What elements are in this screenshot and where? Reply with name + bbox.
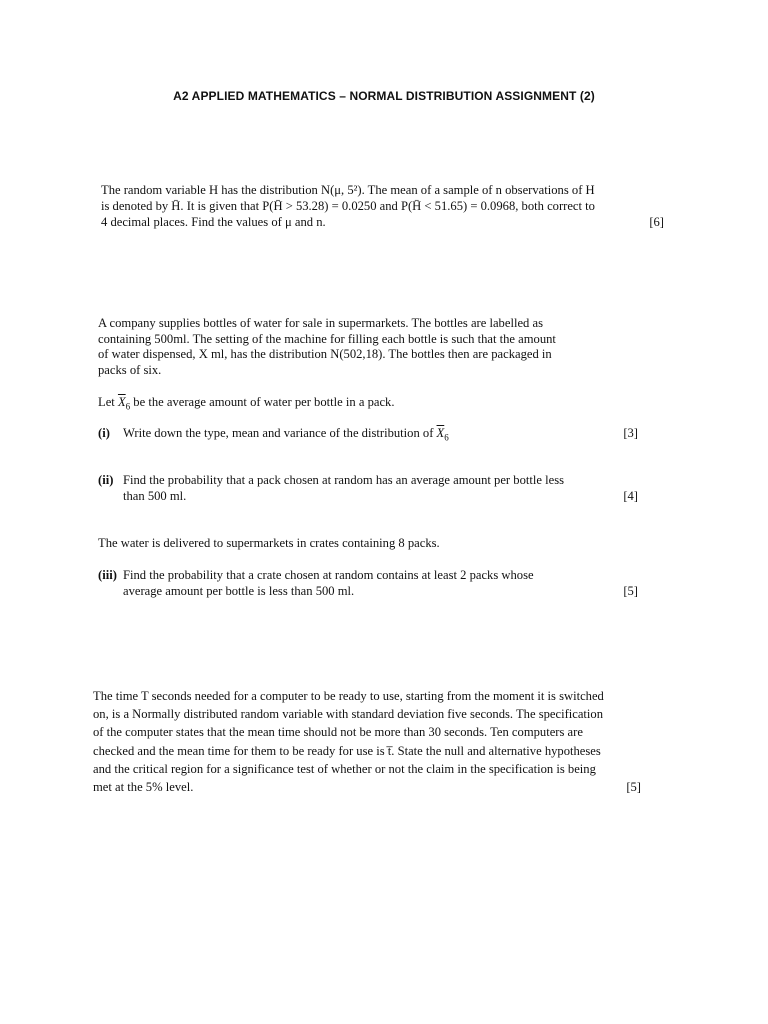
q3-line-2: on, is a Normally distributed random variable with standard deviation five seconds. The specification	[93, 707, 604, 722]
question-1	[101, 182, 664, 230]
question-2-intro	[98, 316, 638, 378]
q3-line-6-row	[93, 778, 671, 796]
q2-part-ii-label: (ii)	[98, 473, 114, 487]
q2-part-i-var: $\overline{X}$	[436, 426, 445, 440]
q1-line-2: is denoted by H̄. It is given that P(H̄ > 53.28) = 0.0250 and P(H̄ < 51.65) = 0.0968, both correct to	[101, 199, 595, 213]
q2-part-iii-mark: [5]	[623, 583, 638, 598]
q2-intro-line-2: containing 500ml. The setting of the machine for filling each bottle is such that the amount	[98, 331, 556, 346]
q2-part-i-text	[123, 426, 449, 446]
q3-mark: [5]	[626, 780, 641, 795]
q2-intro-line-3: of water dispensed, X ml, has the distribution N(502,18). The bottles then are packaged in	[98, 347, 552, 361]
q3-line-6: met at the 5% level.	[93, 780, 194, 795]
q2-intro-line-4: packs of six.	[98, 362, 162, 377]
q1-line-3-row	[101, 214, 664, 230]
q2-part-i	[98, 426, 638, 446]
q2-crates-line: The water is delivered to supermarkets in crates containing 8 packs.	[98, 536, 440, 550]
q1-line-1: The random variable H has the distribution N(μ, 5²). The mean of a sample of n observations of H	[101, 183, 595, 197]
q2-part-iii-label: (iii)	[98, 568, 117, 582]
q2-part-iii-line-2: average amount per bottle is less than 500 ml.	[123, 583, 355, 598]
q2-part-i-label: (i)	[98, 426, 110, 440]
q2-intro-line-1: A company supplies bottles of water for sale in supermarkets. The bottles are labelled as	[98, 316, 543, 330]
q2-part-ii-line-1: Find the probability that a pack chosen at random has an average amount per bottle less	[123, 473, 564, 487]
q3-line-1: The time T seconds needed for a computer to be ready to use, starting from the moment it is switched	[93, 689, 604, 703]
q2-let-prefix: Let	[98, 395, 118, 409]
q2-let-sub: 6	[125, 401, 131, 412]
q2-part-ii-mark: [4]	[623, 488, 638, 503]
q1-mark: [6]	[649, 215, 664, 229]
q2-let-suffix: be the average amount of water per bottle in a pack.	[130, 395, 395, 409]
q2-let-line	[98, 395, 638, 415]
q3-line-5: and the critical region for a significance test of whether or not the claim in the specification is being	[93, 761, 596, 776]
q2-part-i-text-body: Write down the type, mean and variance of the distribution of	[123, 426, 437, 440]
q2-part-iii-line-1: Find the probability that a crate chosen at random contains at least 2 packs whose	[123, 568, 534, 582]
q2-part-ii-line-2: than 500 ml.	[123, 488, 187, 503]
page-title: A2 APPLIED MATHEMATICS – NORMAL DISTRIBUTION ASSIGNMENT (2)	[173, 89, 595, 103]
question-3	[93, 687, 671, 796]
q2-part-i-sub: 6	[444, 432, 449, 443]
q2-part-iii	[98, 568, 638, 599]
q3-line-3: of the computer states that the mean time should not be more than 30 seconds. Ten computers are	[93, 725, 583, 740]
q3-line-4: checked and the mean time for them to be ready for use is t̅. State the null and alternative hypotheses	[93, 743, 601, 758]
q2-let-var: $\overline{X}$	[117, 395, 126, 409]
q2-part-ii	[98, 473, 638, 504]
q1-line-3: 4 decimal places. Find the values of μ and n.	[101, 215, 326, 229]
q2-part-i-mark: [3]	[623, 426, 638, 440]
